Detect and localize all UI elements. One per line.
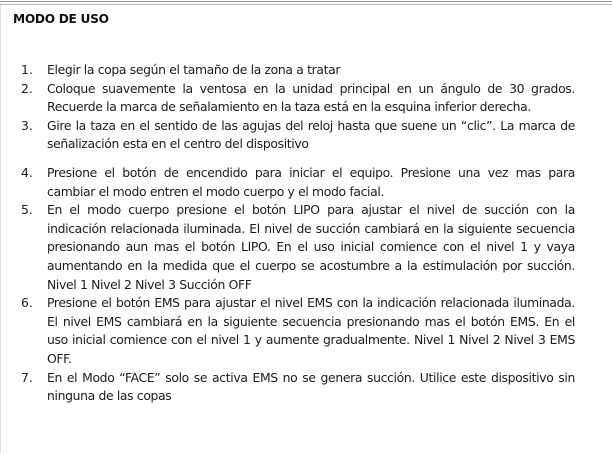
step-number: 1. bbox=[21, 62, 33, 77]
step-number: 6. bbox=[21, 295, 33, 311]
step-text: En el modo cuerpo presione el botón LIPO para ajustar el nivel de succión con la indicación relacionada iluminada. El nivel de succión cambiará en la siguiente secuencia presionando aun mas el botón LIPO. En el uso inicial comience con el nivel 1 y vaya aumentando en la medida que el cuerpo se acostumbre a la estimulación por succión. Nivel 1 Nivel 2 Nivel 3 Succión OFF bbox=[47, 202, 575, 292]
step-text: Elegir la copa según el tamaño de la zona a tratar bbox=[47, 62, 341, 77]
step-number: 3. bbox=[21, 117, 33, 133]
list-item-step-5 bbox=[0, 201, 612, 294]
step-number: 2. bbox=[21, 80, 33, 96]
list-item-step-7 bbox=[0, 369, 612, 406]
list-item-step-1 bbox=[0, 61, 612, 80]
step-text: Coloque suavemente la ventosa en la unidad principal en un ángulo de 30 grados. Recuerde la marca de señalamiento en la taza está en la esquina inferior derecha. bbox=[47, 80, 575, 115]
list-item-step-6 bbox=[0, 294, 612, 368]
step-text: Presione el botón de encendido para iniciar el equipo. Presione una vez mas para cambiar el modo entren el modo cuerpo y el modo facial. bbox=[47, 164, 575, 199]
document-title: MODO DE USO bbox=[13, 12, 109, 26]
step-text: Gire la taza en el sentido de las agujas del reloj hasta que suene un “clic”. La marca de señalización esta en el centro del dispositivo bbox=[47, 117, 575, 152]
top-border-line bbox=[0, 1, 612, 2]
step-number: 5. bbox=[21, 202, 33, 218]
step-text: Presione el botón EMS para ajustar el nivel EMS con la indicación relacionada iluminada. El nivel EMS cambiará en la siguiente secuencia presionando mas el botón EMS. En el uso inicial comience con el nivel 1 y aumente gradualmente. Nivel 1 Nivel 2 Nivel 3 EMS OFF. bbox=[47, 295, 575, 366]
step-text: En el Modo “FACE” solo se activa EMS no se genera succión. Utilice este dispositivo sin ninguna de las copas bbox=[47, 369, 575, 404]
step-number: 7. bbox=[21, 369, 33, 385]
step-number: 4. bbox=[21, 164, 33, 180]
top-border-line-inner bbox=[0, 4, 612, 5]
list-item-step-3 bbox=[0, 117, 612, 154]
list-item-step-4 bbox=[0, 164, 612, 201]
instructions-list bbox=[0, 61, 612, 406]
list-item-step-2 bbox=[0, 80, 612, 117]
